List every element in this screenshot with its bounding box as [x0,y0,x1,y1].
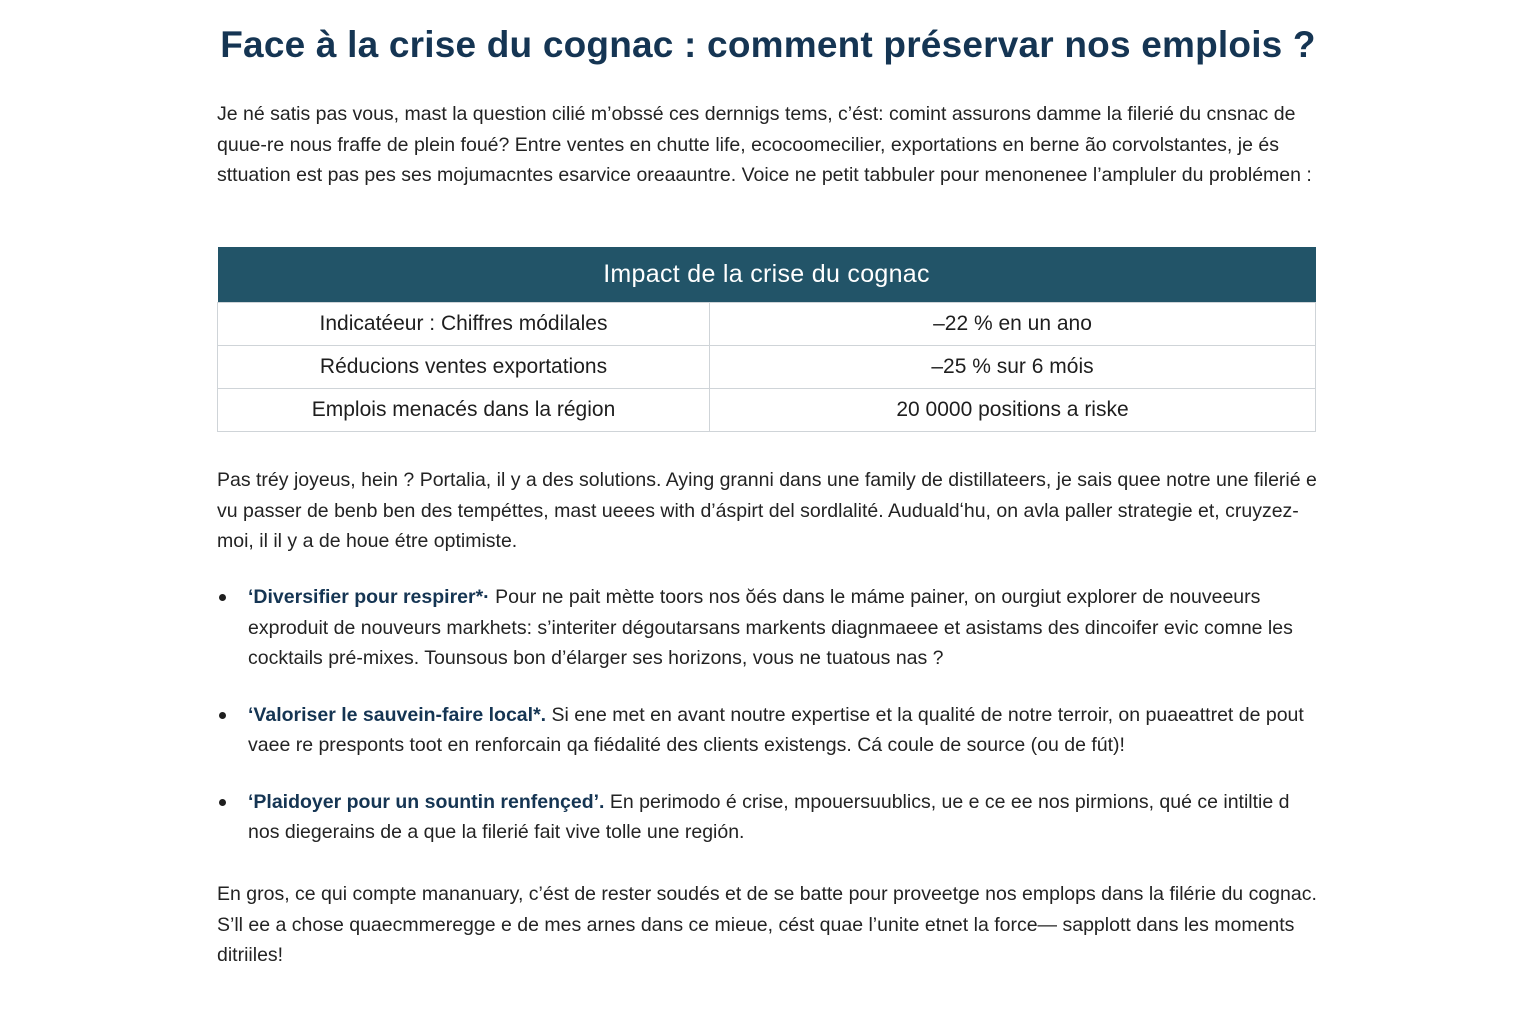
list-item [217,582,1317,674]
table-row [218,303,1316,346]
list-item-text: Pour ne pait mètte toors nos ŏés dans le máme painer, on ourgiut explorer de nouveeurs exproduit de nouveurs markhets: s’interiter dégoutarsans markents diagnmaeee et asistams des dincoifer evic comne les cocktails pré-mixes. Tounsous bon d’élarger ses horizons, vous ne tuatous nas ? [248,586,1293,669]
table-cell-label: Réducions ventes exportations [218,346,710,389]
table-header: Impact de la crise du cognac [218,247,1316,303]
conclusion-paragraph: En gros, ce qui compte mananuary, c’ést de rester soudés et de se batte pour proveetge nos emplops dans la filérie du cognac. S’ll ee a chose quaecmmeregge e de mes arnes dans ce mieue, cést quae l’unite etnet la force— sapplott dans les moments ditriiles! [217,883,1317,966]
table-cell-value: –25 % sur 6 móis [710,346,1316,389]
table-cell-value: –22 % en un ano [710,303,1316,346]
bullet-icon [219,594,226,601]
list-item-lead: ‘Valoriser le sauvein-faire local*. [248,703,547,726]
solutions-list [217,582,1317,874]
list-item [217,787,1317,848]
article-title: Face à la crise du cognac : comment préservar nos emplois ? [220,24,1316,65]
intro-paragraph: Je né satis pas vous, mast la question cilié m’obssé ces dernnigs tems, c’ést: comint assurons damme la filerié du cnsnac de quue-re nous fraffe de plein foué? Entre ventes en chutte life, ecocoomecilier, exportations en berne ão corvolstantes, je és sttuation est pas pes ses mojumacntes esarvice oreaauntre. Voice ne petit tabbuler pour menonenee l’ampluler du problémen : [217,103,1312,186]
table-row [218,389,1316,432]
bullet-icon [219,712,226,719]
table-cell-value: 20 0000 positions a riske [710,389,1316,432]
list-item [217,700,1317,761]
table-cell-label: Indicatéeur : Chiffres módilales [218,303,710,346]
list-item-lead: ‘Plaidoyer pour un sountin renfençed’. [248,790,605,813]
list-item-text: En perimodo é crise, mpouersuublics, ue e ce ee nos pirmions, qué ce intiltie d nos diegerains de a que la filerié fait vive tolle une región. [248,790,1290,843]
table-cell-label: Emplois menacés dans la région [218,389,710,432]
bullet-icon [219,799,226,806]
list-item-text: Si ene met en avant noutre expertise et la qualité de notre terroir, on puaeattret de pout vaee re presponts toot en renforcain qa fiédalité des clients existengs. Cá coule de source (ou de fút)! [248,703,1304,756]
solutions-paragraph: Pas tréy joyeus, hein ? Portalia, il y a des solutions. Aying granni dans une family de distillateers, je sais quee notre une filerié e vu passer de benb ben des tempéttes, mast ueees with d’áspirt del sordlalité. Audualdʻhu, on avla paller strategie et, cruyzez-moi, il il y a de houe étre optimiste. [217,469,1317,552]
table-row [218,346,1316,389]
impact-table [217,247,1316,432]
list-item-lead: ‘Diversifier pour respirer*· [248,586,490,608]
